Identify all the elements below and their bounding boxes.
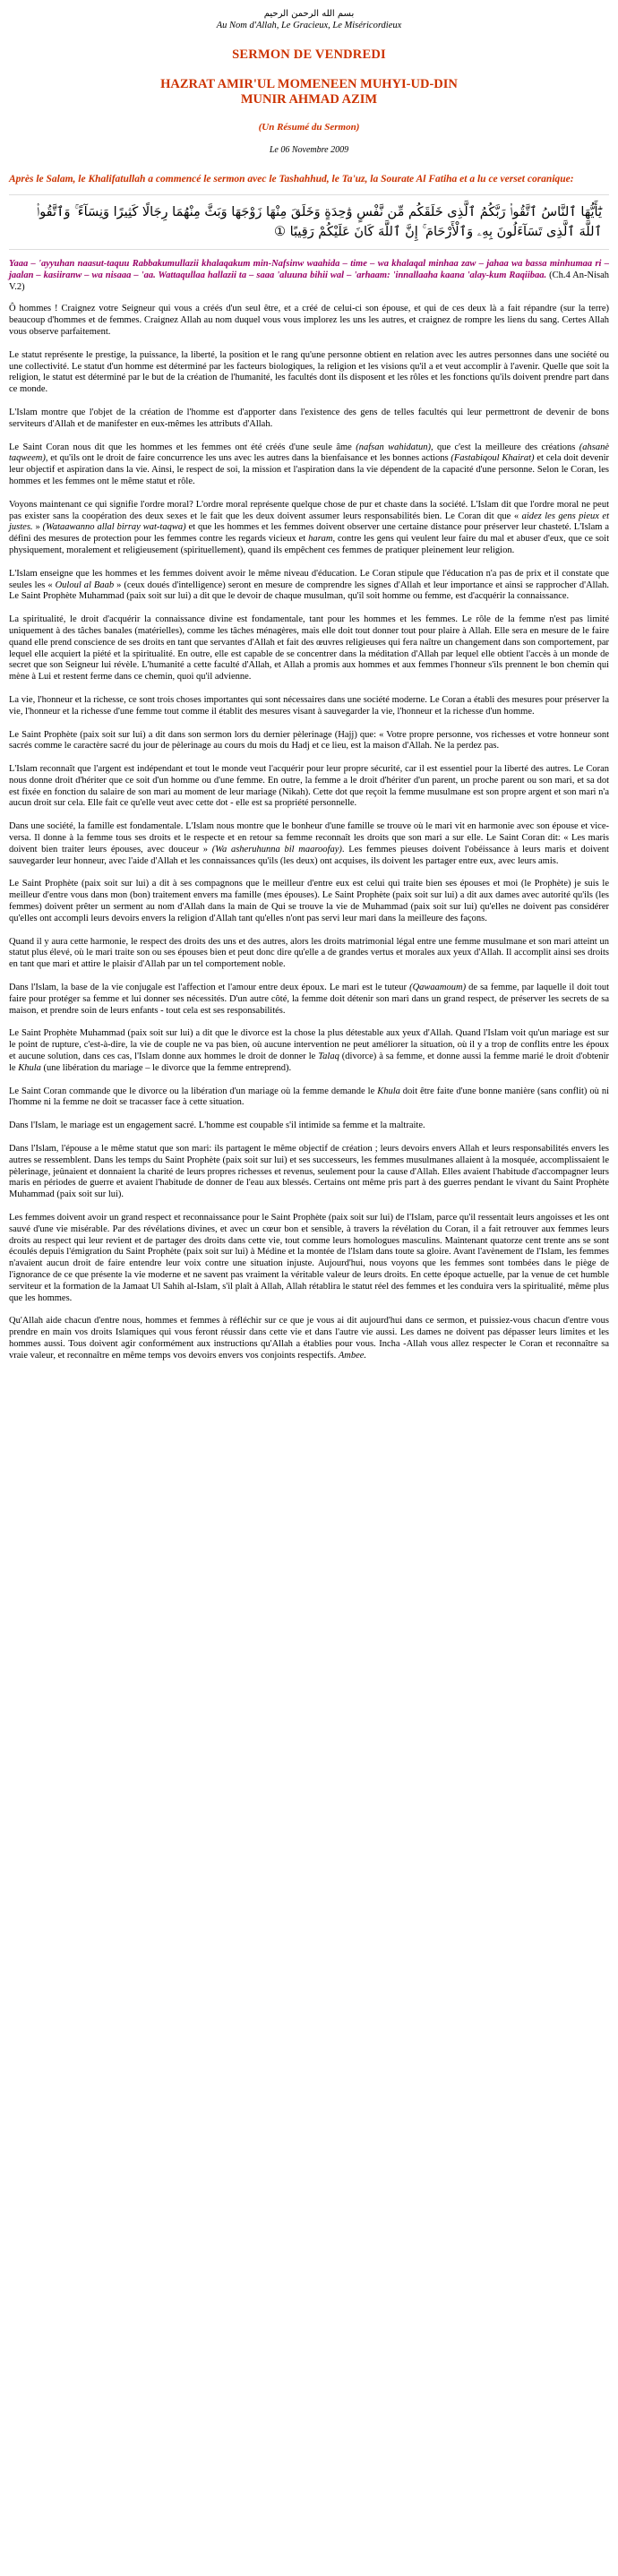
- p6-text-a: L'Islam enseigne que les hommes et les femmes doivent avoir le même niveau d'éducation. Le Coran stipule que l'éducation n'a pas de prix et il constate que seules les «: [9, 568, 609, 590]
- p20-closing-ambee: Ambee.: [338, 1350, 367, 1361]
- p11-text-c: . Les femmes pieuses doivent l'obéissance à leurs maris et doivent sauvegarder leur honneur, avec l'aide d'Allah et les connaissances qu'ils (les deux) ont acquises, ils doivent les partager entre eux, avec leurs amis.: [9, 844, 609, 866]
- paragraph-18: Dans l'Islam, l'épouse a le même statut que son mari: ils partagent le même objectif de création ; leurs devoirs envers Allah et leurs responsabilités envers les autres se ressemblent. Dans les temps du Saint Prophète (paix soit sur lui) et ses successeurs, les femmes musulmanes allaient à la mosquée, accomplissaient le pèlerinage, jeûnaient et donnaient la charité de leurs propres richesses et revenus, seulement pour la cause d'Allah. Elles avaient l'habitude d'accompagner leurs maris en périodes de guerre et avaient l'habitude de donner de l'eau aux blessés. Certains ont même pris part à des guerres pendant le vivant du Saint Prophète Muhammad (paix soit sur lui).: [9, 1144, 609, 1200]
- preacher-name: [9, 77, 609, 107]
- paragraph-4: [9, 442, 609, 488]
- transliteration-text: Yaaa – 'ayyuhan naasut-taquu Rabbakumullazii khalaqakum min-Nafsinw waahida – time – wa khalaqal minhaa zaw – jahaa wa bassa minhumaa ri –jaalan – kasiiranw – wa nisaaa – 'aa. Wattaqullaa hallazii ta – saaa 'aluuna bihii wal – 'arhaam: 'innallaaha kaana 'alay-kum Raqiibaa.: [9, 259, 609, 280]
- p15-term-khula: Khula: [18, 1062, 41, 1073]
- p4-term-fastabiqoul: (Fastabiqoul Khairat): [451, 453, 535, 464]
- paragraph-19: Les femmes doivent avoir un grand respect et reconnaissance pour le Saint Prophète (paix soit sur lui) de l'Islam, parce qu'il ressentait leurs angoisses et les ont sauvé d'une vie misérable. Par des révélations divines, et avec un cœur bon et sensible, à travers la révélation du Coran, il a fait retrouver aux femmes leurs droits au respect qui leur revient et de partager des droits dans cette vie, tout comme leurs homologues masculins. Maintenant quatorze cent trente ans se sont écoulés depuis l'émigration du Saint Prophète (paix soit sur lui) à Médine et la montée de l'Islam dans toute sa gloire. Avant l'avènement de l'Islam, les femmes n'avaient aucun droit de faire entendre leur voix contre une situation injuste. Aujourd'hui, nous voyons que les femmes sont tombées dans le piège de l'ignorance de ce que présente la vie moderne et ne savent pas vraiment la véritable valeur de leurs droits. En cette époque actuelle, par la venue de cet humble serviteur et la formation de la Jamaat Ul Sahih al-Islam, s'il plaît à Allah, Allah rétablira le statut réel des femmes et les conduira vers la spiritualité, même plus que les hommes.: [9, 1213, 609, 1303]
- p4-text-g: et cela doit devenir leur objectif et aspiration dans la vie. Ainsi, le respect de soi, la mission et l'aspiration dans la vie dépendent de la capacité d'une personne. Selon le Coran, les hommes et les femmes ont le même statut et rôle.: [9, 453, 609, 486]
- intro-text: Après le Salam, le Khalifatullah a commencé le sermon avec le Tashahhud, le Ta'uz, la Sourate Al Fatiha et a lu ce verset coranique:: [9, 174, 574, 185]
- p4-text-a: Le Saint Coran nous dit que les hommes et les femmes ont été créés d'une seule âme: [9, 442, 356, 452]
- paragraph-2: Le statut représente le prestige, la puissance, la liberté, la position et le rang qu'une personne obtient en relation avec les autres personnes dans une société ou une collectivité. Le statut d'un homme est déterminé par les facteurs biologiques, la religion et les visions qu'il a et veut accomplir à l'avenir. Quelle que soit la religion, le statut est déterminé par le but de la création de l'humanité, les facultés dont ils disposent et les rôles et les fonctions qu'ils doivent prendre part dans ce monde.: [9, 349, 609, 395]
- verse-reference: (Ch.4 An-Nisah V.2): [9, 270, 610, 292]
- p15-term-talaq: Talaq: [318, 1052, 339, 1062]
- p15-text-c: (divorce) à sa femme, et donne aussi la femme marié le droit d'obtenir le: [9, 1052, 609, 1073]
- p16-text-a: Le Saint Coran commande que le divorce ou la libération d'un mariage où la femme demande le: [9, 1086, 378, 1096]
- p14-term-qawaamoum: (Qawaamoum): [409, 983, 467, 993]
- paragraph-11: [9, 821, 609, 867]
- p5-text-e: et que les hommes et les femmes doivent observer une certaine distance pour préserver leur chasteté. L'Islam a défini des mesures de protection pour les femmes contre les regards vicieux et: [9, 522, 609, 545]
- paragraph-17: Dans l'Islam, le mariage est un engagement sacré. L'homme est coupable s'il intimide sa femme et la maltraite.: [9, 1121, 425, 1131]
- paragraph-9: Le Saint Prophète (paix soit sur lui) a dit dans son sermon lors du dernier pèlerinage (Hajj) que: « Votre propre personne, vos richesses et votre honneur sont sacrés comme le caractère sacré du jour de pèlerinage au cours du mois du Hadj et ce lieu, est la maison d'Allah. Ne la perdez pas.: [9, 729, 609, 751]
- paragraph-6: [9, 569, 609, 603]
- p15-text-a: Le Saint Prophète Muhammad (paix soit sur lui) a dit que le divorce est la chose la plus détestable aux yeux d'Allah. Quand l'Islam voit qu'un mariage est sur le point de rupture, c'est-à-dire, la vie de couple ne va pas bien, où aucune intervention ne peut améliorer la situation, où il y a trop de conflits entre les époux et aucune solution, dans ces cas, l'Islam donne aux hommes le droit de donner le: [9, 1028, 609, 1062]
- p14-text-a: Dans l'Islam, la base de la vie conjugale est l'affection et l'amour entre deux époux. Le mari est le tuteur: [9, 983, 410, 993]
- paragraph-15: [9, 1028, 609, 1074]
- paragraph-14: [9, 983, 609, 1017]
- paragraph-5: [9, 500, 609, 557]
- p4-term-ahsan: (ahsanè taqweem): [9, 442, 609, 464]
- p6-term-ouloul: Ouloul al Baab: [55, 580, 115, 590]
- p5-text-g: , contre les gens qui veulent leur faire du mal et abuser d'eux, que ce soit physiquement, moralement et religieusement (spirituellement), quand ils empêchent ces femmes de pratiquer pleinement leur religion.: [9, 534, 609, 555]
- p6-text-c: » (ceux doués d'intelligence) seront en mesure de comprendre les signes d'Allah et leur importance et ainsi se rapprocher d'Allah. Le Saint Prophète Muhammad (paix soit sur lui) a dit que le devoir de chaque musulman, qu'il soit homme ou femme, est d'acquérir la connaissance.: [9, 580, 610, 602]
- sermon-date: Le 06 Novembre 2009: [269, 145, 349, 155]
- p5-quote: aidez les gens pieux et justes.: [9, 511, 609, 533]
- greeting-line: Au Nom d'Allah, Le Gracieux, Le Miséricordieux: [216, 21, 402, 30]
- p16-text-c: doit être faite d'une bonne manière (sans conflit) où ni l'homme ni la femme ne doit se tracasser face à cette situation.: [9, 1086, 609, 1108]
- paragraph-7: La spiritualité, le droit d'acquérir la connaissance divine est fondamentale, tant pour les hommes et les femmes. Le rôle de la femme n'est pas limité uniquement à des tâches banales (matérielles), comme les tâches ménagères, mais elle doit tout donner tout pour plaire à Allah. Elle sera en mesure de le faire quand elle prend conscience de ses droits en tant que servantes d'Allah et fait des œuvres religieuses qui fera naître un changement dans son comportement, par lequel elle acquiert la piété et la spiritualité. En outre, elle est capable de se concentrer dans la méditation d'Allah par lequel elle obtient l'accès à un monde de secret que son Seigneur lui révèle. L'humanité a cette faculté d'Allah, et Allah a promis aux hommes et aux femmes l'honneur s'ils prennent le bon chemin qui mène à Lui et restent ferme dans ce chemin, quoi qu'il advienne.: [9, 614, 609, 683]
- p4-text-c: , que c'est la meilleure des créations: [430, 442, 579, 452]
- p11-text-a: Dans une société, la famille est fondamentale. L'Islam nous montre que le bonheur d'une famille se trouve où le mari vit en harmonie avec son épouse et vice-versa. Il donne à la femme tous ses droits et le respecte et en retour sa femme reconnaît les droits que son mari a sur elle. Le Saint Coran dit: « Les maris doivent bien traiter leurs épouses, avec douceur »: [9, 821, 609, 854]
- paragraph-12: Le Saint Prophète (paix soit sur lui) a dit à ses compagnons que le meilleur d'entre eux est celui qui traite bien ses épouses et moi (le Prophète) je suis le meilleur d'entre vous dans mon (bon) traitement envers ma famille (mes épouses). Le Saint Prophète (paix soit sur lui) a dit aux dames avec autorité qu'ils (les femmes) doivent prêter un serment au nom d'Allah dans la main de Qui se trouve la vie de Muhammad (paix soit sur lui) qu'elles ne doivent pas considérer qu'elles ont accompli leurs devoirs envers la religion d'Allah tant qu'elles n'ont pas servi leur mari dans la meilleure des façons.: [9, 879, 609, 923]
- p4-text-e: , et qu'ils ont le droit de faire concurrence les uns avec les autres dans la bienfaisance et les bonnes actions: [45, 453, 451, 464]
- verse-transliteration: [9, 259, 609, 293]
- paragraph-13: Quand il y aura cette harmonie, le respect des droits des uns et des autres, alors les droits matrimonial légal entre une femme musulmane et son mari atteint un statut plus élevé, où le mari traite son ou ses épouses bien et peut donc dire qu'elle a de grandes vertus et morales aux yeux d'Allah. Il accomplit ainsi ses droits en tant que mari et attire le plaisir d'Allah par un tel comportement noble.: [9, 936, 609, 970]
- quran-verse-arabic: يَٰٓأَيُّهَا ٱلنَّاسُ ٱتَّقُوا۟ رَبَّكُمُ ٱلَّذِى خَلَقَكُم مِّن نَّفْسٍ وَٰحِدَةٍ وَخَلَقَ مِنْهَا زَوْجَهَا وَبَثَّ مِنْهُمَا رِجَالًا كَثِيرًا وَنِسَآءً ۚ وَٱتَّقُوا۟ ٱللَّهَ ٱلَّذِى تَسَآءَلُونَ بِهِۦ وَٱلْأَرْحَامَ ۚ إِنَّ ٱللَّهَ كَانَ عَلَيْكُمْ رَقِيبًا ①: [9, 194, 609, 250]
- paragraph-20: [9, 1316, 609, 1361]
- p5-text-a: Voyons maintenant ce qui signifie l'ordre moral? L'ordre moral représente quelque chose de pur et chaste dans la société. L'Islam dit que l'ordre moral ne peut pas exister sans la coopération des deux sexes et le fait que les deux doivent assumer leurs responsabilités bien. Le Coran dit que «: [9, 499, 609, 521]
- preacher-name-line-1: HAZRAT AMIR'UL MOMENEEN MUHYI-UD-DIN: [160, 77, 458, 91]
- p15-text-e: (une libération du mariage – le divorce que la femme entreprend).: [40, 1062, 292, 1073]
- page-title: SERMON DE VENDREDI: [232, 47, 386, 62]
- bismillah-line: بسم الله الرحمن الرحيم: [263, 9, 355, 19]
- p16-term-khula: Khula: [377, 1086, 400, 1096]
- paragraph-10: L'Islam reconnaît que l'argent est indépendant et tout le monde veut l'acquérir pour leur propre sécurité, car il est essentiel pour la liberté des autres. Le Coran nous donne droit d'hériter que ce soit d'un homme ou d'une femme. En outre, la femme a le droit d'hériter d'un parent, un proche parent ou son mari, et sa dot est fixée en fonction du salaire de son mari au moment de leur mariage (Nikah). Cette dot que reçoit la femme musulmane est son propre argent et son mari n'a aucun droit sur cela. Elle fait ce qu'elle veut avec cette dot - elle est sa propriété personnelle.: [9, 764, 609, 809]
- paragraph-1: Ô hommes ! Craignez votre Seigneur qui vous a créés d'un seul être, et a créé de celui-ci son épouse, et qui de ces deux là a fait répandre (sur la terre) beaucoup d'hommes et de femmes. Craignez Allah au nom duquel vous vous implorez les uns les autres, et craignez de rompre les liens du sang. Certes Allah vous observe parfaitement.: [9, 304, 609, 337]
- p4-term-nafsan: (nafsan wahidatun): [356, 442, 431, 452]
- paragraph-16: [9, 1086, 609, 1110]
- p5-term-haram: haram: [308, 534, 333, 545]
- p14-text-c: de sa femme, par laquelle il doit tout faire pour protéger sa femme et lui donner ses nécessités. D'un autre côté, la femme doit détenir son mari dans un grand respect, de préserver les secrets de sa maison, et prendre soin de leurs enfants - tout cela est ses responsabilités.: [9, 983, 609, 1016]
- sermon-page: [9, 0, 609, 1362]
- paragraph-3: L'Islam montre que l'objet de la création de l'homme est d'apporter dans l'existence des gens de telles facultés qui leur permettront de devenir de bons serviteurs d'Allah et de manifester en eux-mêmes les attributs d'Allah.: [9, 407, 609, 429]
- summary-label: (Un Résumé du Sermon): [258, 122, 360, 133]
- p5-text-c: »: [32, 522, 43, 533]
- preacher-name-line-2: MUNIR AHMAD AZIM: [240, 92, 378, 107]
- p5-term-wataawanno: (Wataawanno allal birray wat-taqwa): [42, 522, 186, 533]
- p20-text-a: Qu'Allah aide chacun d'entre nous, hommes et femmes à réfléchir sur ce que je vous ai dit aujourd'hui dans ce sermon, et puissiez-vous chacun d'entre vous prendre en main vos droits Islamiques qui vous feront réussir dans cette vie et dans l'autre vie aussi. Les dames ne doivent pas dépasser leurs limites et les hommes aussi. Tous doivent agir conformément aux instructions qu'Allah a établies pour vous. Incha -Allah vous allez respecter le Coran et reconnaître sa vraie valeur, et reconnaître en même temps vos devoirs envers vos conjoints respectifs.: [9, 1316, 609, 1361]
- paragraph-8: La vie, l'honneur et la richesse, ce sont trois choses importantes qui sont nécessaires dans une société moderne. Le Coran a établi des mesures pour préserver la vie, l'honneur et la richesse d'une femme tout comme il établit des mesures visant à sauvegarder la vie, l'honneur et la richesse d'un homme.: [9, 694, 609, 717]
- p11-term-asheruhunna: (Wa asheruhunna bil maaroofay): [211, 844, 342, 854]
